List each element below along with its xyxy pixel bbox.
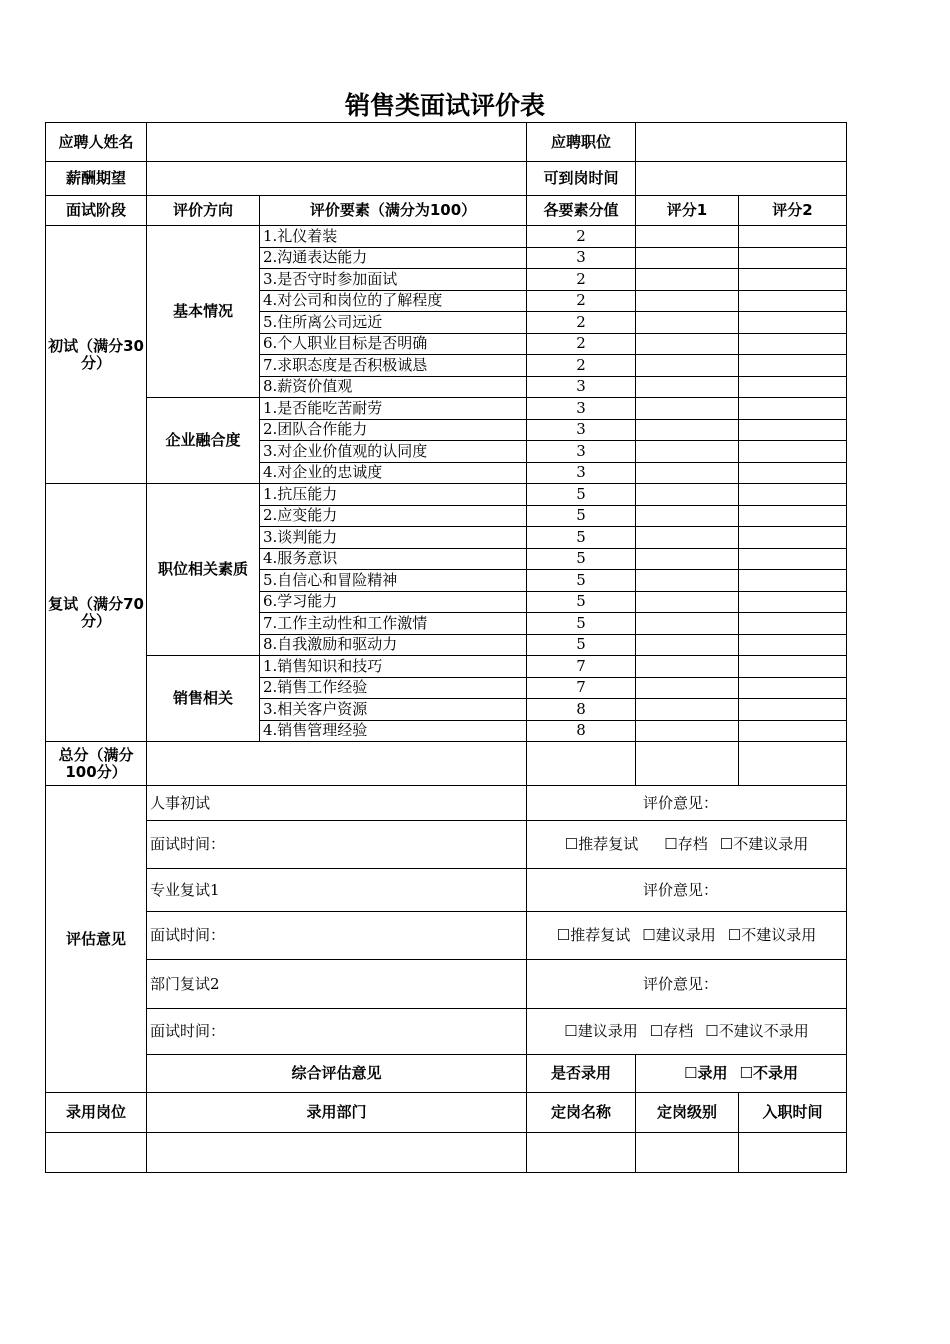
checkbox-icon: ☐ [684,1064,698,1082]
col-stage: 面试阶段 [46,196,147,226]
factor-label: 1.礼仪着装 [260,226,527,248]
checkbox-not-recommend-not-hire[interactable]: ☐不建议不录用 [705,1022,809,1040]
prof-options [527,912,847,960]
factor-value: 3 [527,462,636,484]
hire-dept-field[interactable] [147,1133,527,1173]
checkbox-icon: ☐ [556,926,571,944]
factor-row [46,226,847,248]
checkbox-recommend-hire[interactable]: ☐建议录用 [564,1022,638,1040]
score2-field[interactable] [739,699,847,721]
col-direction: 评价方向 [147,196,260,226]
factor-label: 7.求职态度是否积极诚恳 [260,355,527,377]
total-blank [147,742,527,786]
col-score2: 评分2 [739,196,847,226]
total-label: 总分（满分100分） [46,742,147,786]
checkbox-icon: ☐ [649,1022,664,1040]
factor-row [46,484,847,506]
group-label: 销售相关 [147,656,260,742]
factor-value: 3 [527,247,636,269]
factor-value: 2 [527,290,636,312]
score1-field[interactable] [636,591,739,613]
score2-field[interactable] [739,527,847,549]
form-title: 销售类面试评价表 [344,91,545,120]
factor-label: 3.谈判能力 [260,527,527,549]
factor-value: 3 [527,398,636,420]
factor-value: 2 [527,333,636,355]
applicant-name-label: 应聘人姓名 [46,123,147,162]
score1-field[interactable] [636,355,739,377]
factor-value: 2 [527,312,636,334]
checkbox-icon: ☐ [739,1064,753,1082]
col-score1: 评分1 [636,196,739,226]
total-score1-field[interactable] [636,742,739,786]
factor-value: 5 [527,591,636,613]
score1-field[interactable] [636,290,739,312]
score2-field[interactable] [739,677,847,699]
score1-field[interactable] [636,570,739,592]
score1-field[interactable] [636,484,739,506]
factor-label: 2.销售工作经验 [260,677,527,699]
score2-field[interactable] [739,720,847,742]
score2-field[interactable] [739,591,847,613]
score2-field[interactable] [739,333,847,355]
score2-field[interactable] [739,247,847,269]
factor-value: 3 [527,376,636,398]
hire-position-field[interactable] [46,1133,147,1173]
factor-label: 2.团队合作能力 [260,419,527,441]
score1-field[interactable] [636,226,739,248]
score2-field[interactable] [739,656,847,678]
group-label: 职位相关素质 [147,484,260,656]
checkbox-hire[interactable]: ☐录用 [684,1064,728,1082]
prof-second-label: 专业复试1 [147,869,527,912]
factor-label: 1.是否能吃苦耐劳 [260,398,527,420]
score1-field[interactable] [636,247,739,269]
hire-question-label: 是否录用 [527,1055,636,1093]
score1-field[interactable] [636,333,739,355]
score2-field[interactable] [739,269,847,291]
factor-label: 7.工作主动性和工作激情 [260,613,527,635]
factor-row [46,398,847,420]
factor-value: 3 [527,441,636,463]
score1-field[interactable] [636,613,739,635]
factor-label: 1.销售知识和技巧 [260,656,527,678]
hr-options [527,821,847,869]
score2-field[interactable] [739,226,847,248]
hr-initial-label: 人事初试 [147,786,527,821]
position-label: 应聘职位 [527,123,636,162]
score2-field[interactable] [739,441,847,463]
prof-opinion-label: 评价意见： [527,869,847,912]
dept-interview-time: 面试时间： [147,1009,527,1055]
total-score2-field[interactable] [739,742,847,786]
score2-field[interactable] [739,505,847,527]
factor-row [46,656,847,678]
footer-post-name: 定岗名称 [527,1093,636,1133]
score2-field[interactable] [739,548,847,570]
score1-field[interactable] [636,505,739,527]
score1-field[interactable] [636,720,739,742]
dept-second-label: 部门复试2 [147,960,527,1009]
factor-label: 5.自信心和冒险精神 [260,570,527,592]
group-label: 企业融合度 [147,398,260,484]
checkbox-icon: ☐ [719,835,734,853]
checkbox-archive[interactable]: ☐存档 [649,1022,694,1040]
score2-field[interactable] [739,634,847,656]
factor-value: 7 [527,677,636,699]
checkbox-not-recommend-hire[interactable]: ☐不建议录用 [727,926,817,944]
score1-field[interactable] [636,441,739,463]
factor-label: 3.对企业价值观的认同度 [260,441,527,463]
salary-field[interactable] [147,162,527,196]
factor-value: 2 [527,226,636,248]
factor-label: 5.住所离公司远近 [260,312,527,334]
factor-value: 3 [527,419,636,441]
factor-value: 2 [527,355,636,377]
score1-field[interactable] [636,312,739,334]
score2-field[interactable] [739,376,847,398]
factor-label: 4.销售管理经验 [260,720,527,742]
post-name-field[interactable] [527,1133,636,1173]
score2-field[interactable] [739,613,847,635]
score2-field[interactable] [739,398,847,420]
checkbox-icon: ☐ [564,835,579,853]
footer-hire-position: 录用岗位 [46,1093,147,1133]
score1-field[interactable] [636,634,739,656]
footer-start-date: 入职时间 [739,1093,847,1133]
stage-label: 复试（满分70分） [46,484,147,742]
score2-field[interactable] [739,355,847,377]
checkbox-icon: ☐ [564,1022,578,1040]
score1-field[interactable] [636,527,739,549]
score2-field[interactable] [739,462,847,484]
factor-value: 7 [527,656,636,678]
score1-field[interactable] [636,419,739,441]
score1-field[interactable] [636,376,739,398]
col-factor: 评价要素（满分为100） [260,196,527,226]
checkbox-icon: ☐ [664,835,678,853]
interview-evaluation-table [45,122,847,1173]
checkbox-recommend-hire[interactable]: ☐建议录用 [642,926,716,944]
checkbox-no-hire[interactable]: ☐不录用 [739,1064,798,1082]
dept-opinion-label: 评价意见： [527,960,847,1009]
prof-interview-time: 面试时间： [147,912,527,960]
available-field[interactable] [636,162,847,196]
factor-value: 5 [527,613,636,635]
score1-field[interactable] [636,269,739,291]
factor-value: 2 [527,269,636,291]
factor-value: 8 [527,699,636,721]
footer-post-level: 定岗级别 [636,1093,739,1133]
factor-value: 5 [527,548,636,570]
checkbox-archive[interactable]: ☐存档 [664,835,708,853]
score2-field[interactable] [739,484,847,506]
stage-label: 初试（满分30分） [46,226,147,484]
score1-field[interactable] [636,677,739,699]
score2-field[interactable] [739,290,847,312]
score1-field[interactable] [636,462,739,484]
summary-label: 综合评估意见 [147,1055,527,1093]
checkbox-not-recommend-hire[interactable]: ☐不建议录用 [719,835,809,853]
factor-label: 3.是否守时参加面试 [260,269,527,291]
salary-label: 薪酬期望 [46,162,147,196]
total-value-field[interactable] [527,742,636,786]
hr-opinion-label: 评价意见： [527,786,847,821]
factor-label: 2.应变能力 [260,505,527,527]
factor-value: 5 [527,505,636,527]
applicant-name-field[interactable] [147,123,527,162]
group-label: 基本情况 [147,226,260,398]
factor-label: 4.服务意识 [260,548,527,570]
checkbox-icon: ☐ [705,1022,719,1040]
score2-field[interactable] [739,570,847,592]
dept-options [527,1009,847,1055]
score1-field[interactable] [636,548,739,570]
factor-label: 4.对公司和岗位的了解程度 [260,290,527,312]
factor-label: 4.对企业的忠诚度 [260,462,527,484]
factor-value: 5 [527,570,636,592]
factor-label: 8.薪资价值观 [260,376,527,398]
checkbox-icon: ☐ [642,926,656,944]
factor-label: 3.相关客户资源 [260,699,527,721]
factor-label: 2.沟通表达能力 [260,247,527,269]
factor-label: 6.个人职业目标是否明确 [260,333,527,355]
factor-value: 5 [527,484,636,506]
score1-field[interactable] [636,699,739,721]
col-value: 各要素分值 [527,196,636,226]
hr-interview-time: 面试时间： [147,821,527,869]
score2-field[interactable] [739,419,847,441]
factor-label: 6.学习能力 [260,591,527,613]
evaluation-label: 评估意见 [46,786,147,1093]
checkbox-recommend-second[interactable]: ☐推荐复试 [556,926,631,944]
factor-value: 5 [527,634,636,656]
post-level-field[interactable] [636,1133,739,1173]
factor-label: 1.抗压能力 [260,484,527,506]
factor-label: 8.自我激励和驱动力 [260,634,527,656]
hire-options [636,1055,847,1093]
start-date-field[interactable] [739,1133,847,1173]
score1-field[interactable] [636,398,739,420]
factor-value: 8 [527,720,636,742]
checkbox-icon: ☐ [727,926,742,944]
score2-field[interactable] [739,312,847,334]
checkbox-recommend-second[interactable]: ☐推荐复试 [564,835,639,853]
factor-value: 5 [527,527,636,549]
available-label: 可到岗时间 [527,162,636,196]
footer-hire-dept: 录用部门 [147,1093,527,1133]
position-field[interactable] [636,123,847,162]
score1-field[interactable] [636,656,739,678]
